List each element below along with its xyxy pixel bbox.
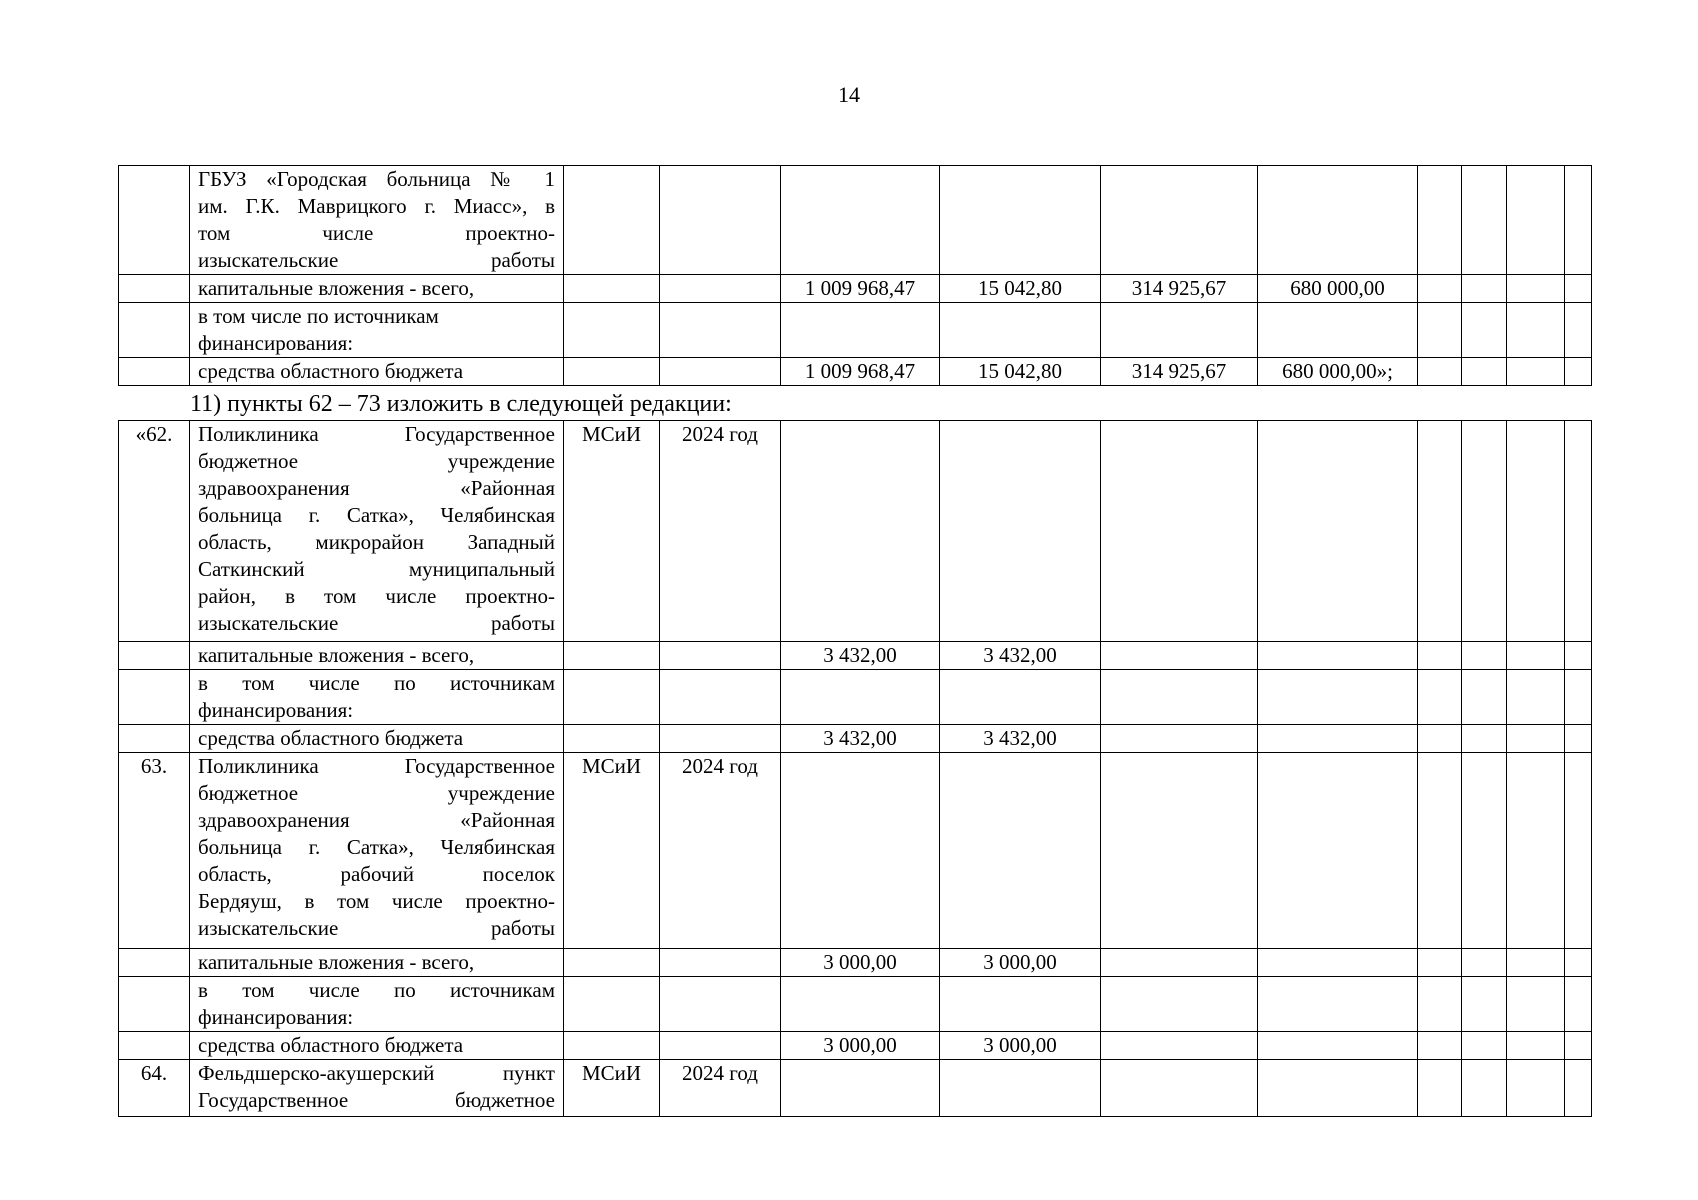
empty-cell [1462, 1032, 1507, 1060]
empty-cell [1462, 949, 1507, 977]
empty-cell [1507, 166, 1565, 275]
cell-text-line: в том числе по источникам [198, 978, 555, 1002]
executor-cell [564, 670, 660, 725]
empty-cell [1462, 166, 1507, 275]
table-row [119, 1060, 1592, 1117]
cell-text-line: изыскательские работы [198, 248, 555, 272]
cell-text-line: Саткинский муниципальный [198, 557, 555, 581]
executor-cell [564, 977, 660, 1032]
table-row [119, 949, 1592, 977]
amount-2026-cell [1258, 725, 1418, 753]
total-amount-cell [781, 421, 940, 642]
year-cell: 2024 год [660, 753, 781, 949]
item-number-cell [119, 166, 190, 275]
empty-cell [1507, 358, 1565, 386]
amount-2024-cell: 15 042,80 [940, 275, 1101, 303]
year-cell: 2024 год [660, 1060, 781, 1117]
total-amount-cell [781, 977, 940, 1032]
year-cell [660, 358, 781, 386]
empty-cell [1418, 1060, 1462, 1117]
total-amount-cell: 3 432,00 [781, 642, 940, 670]
amount-2024-cell [940, 977, 1101, 1032]
description-cell [190, 642, 564, 670]
executor-cell [564, 642, 660, 670]
total-amount-cell: 1 009 968,47 [781, 275, 940, 303]
item-number-cell [119, 670, 190, 725]
empty-cell [1507, 725, 1565, 753]
amount-2024-cell: 15 042,80 [940, 358, 1101, 386]
empty-cell [1565, 949, 1592, 977]
empty-cell [1462, 1060, 1507, 1117]
table-row [119, 725, 1592, 753]
empty-cell [1418, 949, 1462, 977]
table-row [119, 421, 1592, 642]
executor-cell: МСиИ [564, 753, 660, 949]
executor-cell [564, 358, 660, 386]
cell-text-line: в том числе по источникам [198, 671, 555, 695]
amount-2026-cell [1258, 977, 1418, 1032]
item-number-cell: «62. [119, 421, 190, 642]
cell-text-line: изыскательские работы [198, 611, 555, 635]
executor-cell [564, 303, 660, 358]
description-cell [190, 358, 564, 386]
cell-text-line: Поликлиника Государственное [198, 422, 555, 446]
cell-text-line: бюджетное учреждение [198, 781, 555, 805]
amount-2026-cell [1258, 303, 1418, 358]
cell-text-line: Государственное бюджетное [198, 1088, 555, 1112]
amount-2026-cell [1258, 1060, 1418, 1117]
description-cell [190, 1060, 564, 1117]
cell-text-line: область, микрорайон Западный [198, 530, 555, 554]
cell-text-line: бюджетное учреждение [198, 449, 555, 473]
executor-cell: МСиИ [564, 1060, 660, 1117]
amount-2024-cell [940, 303, 1101, 358]
empty-cell [1565, 166, 1592, 275]
item-number-cell [119, 949, 190, 977]
cell-text-line: капитальные вложения - всего, [198, 276, 475, 300]
amount-2025-cell [1101, 303, 1258, 358]
empty-cell [1507, 275, 1565, 303]
empty-cell [1462, 275, 1507, 303]
table-row [119, 303, 1592, 358]
empty-cell [1418, 642, 1462, 670]
cell-text-line: область, рабочий поселок [198, 862, 555, 886]
amount-2026-cell [1258, 670, 1418, 725]
empty-cell [1462, 670, 1507, 725]
empty-cell [1418, 275, 1462, 303]
empty-cell [1565, 642, 1592, 670]
year-cell [660, 949, 781, 977]
description-cell [190, 725, 564, 753]
table-row [119, 753, 1592, 949]
executor-cell [564, 275, 660, 303]
description-cell [190, 275, 564, 303]
amount-2025-cell [1101, 977, 1258, 1032]
amount-2025-cell [1101, 421, 1258, 642]
empty-cell [1565, 977, 1592, 1032]
amount-2024-cell: 3 432,00 [940, 642, 1101, 670]
table-row [119, 977, 1592, 1032]
item-number-cell: 63. [119, 753, 190, 949]
amount-2026-cell [1258, 166, 1418, 275]
cell-text-line: больница г. Сатка», Челябинская [198, 503, 555, 527]
empty-cell [1418, 421, 1462, 642]
cell-text-line: том числе проектно- [198, 221, 555, 245]
table-row [119, 358, 1592, 386]
amount-2024-cell [940, 1060, 1101, 1117]
cell-text-line: средства областного бюджета [198, 359, 464, 383]
amount-2026-cell: 680 000,00»; [1258, 358, 1418, 386]
executor-cell [564, 725, 660, 753]
amount-2025-cell [1101, 949, 1258, 977]
amount-2024-cell [940, 166, 1101, 275]
amount-2025-cell [1101, 1032, 1258, 1060]
description-cell [190, 977, 564, 1032]
item-number-cell [119, 358, 190, 386]
year-cell [660, 166, 781, 275]
cell-text-line: здравоохранения «Районная [198, 476, 555, 500]
cell-text-line: капитальные вложения - всего, [198, 950, 475, 974]
executor-cell: МСиИ [564, 421, 660, 642]
year-cell [660, 642, 781, 670]
amount-2025-cell: 314 925,67 [1101, 275, 1258, 303]
empty-cell [1462, 977, 1507, 1032]
amount-2024-cell: 3 000,00 [940, 1032, 1101, 1060]
total-amount-cell: 1 009 968,47 [781, 358, 940, 386]
total-amount-cell: 3 000,00 [781, 1032, 940, 1060]
cell-text-line: Бердяуш, в том числе проектно- [198, 889, 555, 913]
cell-text-line: ГБУЗ «Городская больница № 1 [198, 167, 555, 191]
empty-cell [1565, 725, 1592, 753]
amount-2025-cell [1101, 166, 1258, 275]
cell-text-line: изыскательские работы [198, 916, 555, 940]
amount-2026-cell [1258, 753, 1418, 949]
empty-cell [1565, 303, 1592, 358]
empty-cell [1565, 1032, 1592, 1060]
cell-text-line: здравоохранения «Районная [198, 808, 555, 832]
cell-text-line: в том числе по источникам [198, 304, 439, 328]
item-number-cell: 64. [119, 1060, 190, 1117]
table-row [119, 275, 1592, 303]
year-cell [660, 1032, 781, 1060]
cell-text-line: капитальные вложения - всего, [198, 643, 475, 667]
empty-cell [1418, 725, 1462, 753]
page-number: 14 [838, 82, 860, 107]
cell-text-line: средства областного бюджета [198, 726, 464, 750]
item-number-cell [119, 275, 190, 303]
amount-2026-cell: 680 000,00 [1258, 275, 1418, 303]
year-cell [660, 275, 781, 303]
empty-cell [1565, 753, 1592, 949]
empty-cell [1462, 421, 1507, 642]
table-row [119, 166, 1592, 275]
total-amount-cell [781, 166, 940, 275]
year-cell [660, 977, 781, 1032]
cell-text-line: финансирования: [198, 1005, 354, 1029]
empty-cell [1507, 670, 1565, 725]
section-heading: 11) пункты 62 – 73 изложить в следующей редакции: [190, 391, 732, 417]
empty-cell [1418, 358, 1462, 386]
amount-2026-cell [1258, 1032, 1418, 1060]
amount-2026-cell [1258, 642, 1418, 670]
amount-2025-cell [1101, 753, 1258, 949]
empty-cell [1565, 670, 1592, 725]
empty-cell [1462, 303, 1507, 358]
cell-text-line: больница г. Сатка», Челябинская [198, 835, 555, 859]
total-amount-cell [781, 1060, 940, 1117]
empty-cell [1507, 1032, 1565, 1060]
item-number-cell [119, 725, 190, 753]
year-cell [660, 725, 781, 753]
empty-cell [1462, 725, 1507, 753]
description-cell [190, 1032, 564, 1060]
item-number-cell [119, 303, 190, 358]
empty-cell [1565, 275, 1592, 303]
total-amount-cell [781, 670, 940, 725]
empty-cell [1462, 358, 1507, 386]
cell-text-line: Поликлиника Государственное [198, 754, 555, 778]
description-cell [190, 753, 564, 949]
empty-cell [1507, 421, 1565, 642]
total-amount-cell: 3 432,00 [781, 725, 940, 753]
item-number-cell [119, 642, 190, 670]
amount-2024-cell [940, 753, 1101, 949]
table-row [119, 1032, 1592, 1060]
year-cell [660, 303, 781, 358]
cell-text-line: Фельдшерско-акушерский пункт [198, 1061, 555, 1085]
empty-cell [1462, 753, 1507, 949]
empty-cell [1507, 1060, 1565, 1117]
cell-text-line: финансирования: [198, 698, 354, 722]
table-row [119, 642, 1592, 670]
empty-cell [1507, 977, 1565, 1032]
executor-cell [564, 1032, 660, 1060]
empty-cell [1418, 1032, 1462, 1060]
top-table [118, 165, 1592, 386]
empty-cell [1418, 303, 1462, 358]
amount-2024-cell [940, 670, 1101, 725]
empty-cell [1565, 358, 1592, 386]
amount-2024-cell: 3 000,00 [940, 949, 1101, 977]
total-amount-cell: 3 000,00 [781, 949, 940, 977]
amount-2025-cell: 314 925,67 [1101, 358, 1258, 386]
empty-cell [1418, 753, 1462, 949]
amount-2025-cell [1101, 725, 1258, 753]
executor-cell [564, 166, 660, 275]
amount-2026-cell [1258, 949, 1418, 977]
empty-cell [1507, 303, 1565, 358]
main-table [118, 420, 1592, 1117]
item-number-cell [119, 977, 190, 1032]
empty-cell [1507, 642, 1565, 670]
total-amount-cell [781, 303, 940, 358]
amount-2025-cell [1101, 1060, 1258, 1117]
empty-cell [1418, 166, 1462, 275]
empty-cell [1507, 949, 1565, 977]
empty-cell [1507, 753, 1565, 949]
cell-text-line: средства областного бюджета [198, 1033, 464, 1057]
description-cell [190, 303, 564, 358]
empty-cell [1418, 977, 1462, 1032]
amount-2024-cell [940, 421, 1101, 642]
description-cell [190, 949, 564, 977]
cell-text-line: финансирования: [198, 331, 354, 355]
amount-2026-cell [1258, 421, 1418, 642]
table-row [119, 670, 1592, 725]
empty-cell [1565, 1060, 1592, 1117]
description-cell [190, 421, 564, 642]
amount-2025-cell [1101, 670, 1258, 725]
empty-cell [1418, 670, 1462, 725]
description-cell [190, 166, 564, 275]
cell-text-line: район, в том числе проектно- [198, 584, 555, 608]
empty-cell [1462, 642, 1507, 670]
executor-cell [564, 949, 660, 977]
year-cell: 2024 год [660, 421, 781, 642]
year-cell [660, 670, 781, 725]
description-cell [190, 670, 564, 725]
empty-cell [1565, 421, 1592, 642]
amount-2025-cell [1101, 642, 1258, 670]
total-amount-cell [781, 753, 940, 949]
cell-text-line: им. Г.К. Маврицкого г. Миасс», в [198, 194, 555, 218]
item-number-cell [119, 1032, 190, 1060]
amount-2024-cell: 3 432,00 [940, 725, 1101, 753]
